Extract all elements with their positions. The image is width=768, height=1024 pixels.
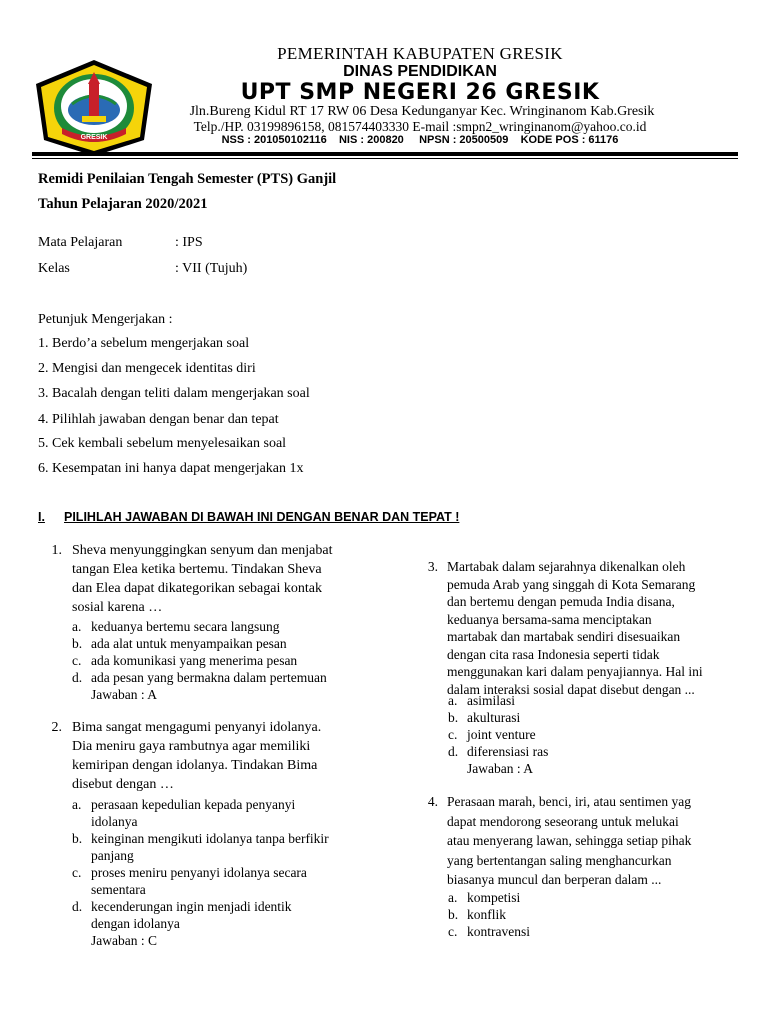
option-d — [448, 743, 548, 760]
class-label: Kelas — [38, 261, 70, 276]
header-divider-thick — [32, 152, 738, 156]
instruction-item: 3. Bacalah dengan teliti dalam mengerjakan soal — [38, 386, 310, 401]
option-b — [448, 906, 530, 923]
instruction-item: 4. Pilihlah jawaban dengan benar dan tepat — [38, 412, 279, 427]
question-text-line: tangan Elea ketika bertemu. Tindakan Sheva — [72, 562, 322, 577]
question-text-line: Dia meniru gaya rambutnya agar memiliki — [72, 739, 311, 754]
section-number: I. — [38, 510, 45, 524]
question-number: 4. — [427, 794, 438, 809]
question-text-line: biasanya muncul dan berperan dalam ... — [447, 872, 662, 887]
question-text-line: dalam interaksi sosial dapat disebut dengan ... — [447, 681, 695, 697]
option-text: kontravensi — [467, 924, 530, 939]
option-text: keinginan mengikuti idolanya tanpa berfikir — [91, 831, 329, 846]
instruction-item: 2. Mengisi dan mengecek identitas diri — [38, 361, 256, 376]
option-text-cont: dengan idolanya — [91, 916, 180, 931]
answer-key: Jawaban : A — [91, 687, 157, 702]
option-text-cont: sementara — [91, 882, 146, 897]
header-contact: Telp./HP. 03199896158, 081574403330 E-mail :smpn2_wringinanom@yahoo.co.id — [193, 119, 647, 134]
option-text: ada komunikasi yang menerima pesan — [91, 653, 298, 668]
option-label: d. — [448, 744, 459, 759]
option-label: c. — [448, 727, 458, 742]
question-text-line: pemuda Arab yang singgah di Kota Semarang — [447, 576, 696, 592]
option-text: asimilasi — [467, 693, 515, 708]
question-text-line: disebut dengan … — [72, 777, 174, 792]
instruction-item: 5. Cek kembali sebelum menyelesaikan soal — [38, 436, 287, 451]
option-text: joint venture — [467, 727, 536, 742]
header-divider-thin — [32, 158, 738, 159]
header-address: Jln.Bureng Kidul RT 17 RW 06 Desa Kedunganyar Kec. Wringinanom Kab.Gresik — [189, 104, 655, 119]
option-b — [72, 830, 329, 847]
option-label: a. — [72, 797, 82, 812]
question-text-line: yang bertentangan saling menghancurkan — [447, 852, 672, 868]
question-text-line: dan bertemu dengan pemuda India disana, — [447, 594, 675, 609]
option-b — [72, 635, 327, 652]
option-c — [72, 652, 327, 669]
option-label: b. — [448, 907, 459, 922]
question-text-line: Bima sangat mengagumi penyanyi idolanya. — [72, 720, 322, 735]
question-text-line: sosial karena … — [72, 600, 163, 615]
option-text: keduanya bertemu secara langsung — [91, 619, 280, 634]
option-text: diferensiasi ras — [467, 744, 549, 759]
answer-key: Jawaban : C — [91, 933, 157, 948]
option-text: konflik — [467, 907, 506, 922]
question-text-line: Martabak dalam sejarahnya dikenalkan oleh — [447, 559, 686, 574]
question-text-line: martabak dan martabak sendiri disesuaikan — [447, 629, 681, 644]
header-government: PEMERINTAH KABUPATEN GRESIK — [277, 44, 563, 63]
option-label: c. — [72, 653, 82, 668]
question-text-line: dengan cita rasa Indonesia seperti tidak — [447, 646, 660, 662]
option-label: a. — [72, 619, 82, 634]
option-text: akulturasi — [467, 710, 521, 725]
option-label: c. — [72, 865, 82, 880]
header-identifiers: NSS : 201050102116 NIS : 200820 NPSN : 20500509 KODE POS : 61176 — [221, 134, 619, 146]
option-b — [448, 709, 548, 726]
option-a — [72, 796, 329, 813]
question-number: 3. — [427, 559, 438, 574]
section-title: PILIHLAH JAWABAN DI BAWAH INI DENGAN BENAR DAN TEPAT ! — [64, 510, 460, 524]
option-c — [448, 726, 548, 743]
option-text: kompetisi — [467, 890, 521, 905]
option-text: ada alat untuk menyampaikan pesan — [91, 636, 287, 651]
option-text: perasaan kepedulian kepada penyanyi — [91, 797, 296, 812]
header-department: DINAS PENDIDIKAN — [343, 63, 497, 80]
option-d — [72, 898, 329, 915]
option-label: b. — [448, 710, 459, 725]
instructions-title: Petunjuk Mengerjakan : — [38, 312, 173, 327]
question-text-line: menggunakan kari dalam penyajiannya. Hal ini — [447, 664, 703, 679]
question-number: 2. — [51, 720, 62, 735]
option-text-cont: panjang — [91, 848, 134, 863]
question-number: 1. — [51, 543, 62, 558]
question-text-line: atau menyerang lawan, sehingga setiap pihak — [447, 833, 692, 848]
option-label: b. — [72, 636, 83, 651]
instruction-item: 1. Berdo’a sebelum mengerjakan soal — [38, 336, 250, 351]
subject-value: : IPS — [175, 235, 203, 250]
header-school-name: UPT SMP NEGERI 26 GRESIK — [240, 80, 600, 105]
doc-year: Tahun Pelajaran 2020/2021 — [38, 196, 208, 212]
question-text-line: Perasaan marah, benci, iri, atau sentimen yag — [447, 794, 692, 809]
logo-text: GRESIK — [80, 134, 108, 141]
option-text: ada pesan yang bermakna dalam pertemuan — [91, 670, 327, 685]
instruction-item: 6. Kesempatan ini hanya dapat mengerjakan 1x — [38, 461, 304, 476]
answer-key: Jawaban : A — [467, 761, 533, 776]
question-text-line: dan Elea dapat dikategorikan sebagai kontak — [72, 581, 322, 596]
option-label: d. — [72, 670, 83, 685]
question-text-line: dapat mendorong seseorang untuk melukai — [447, 813, 679, 829]
option-c — [72, 864, 329, 881]
question-text-line: Sheva menyunggingkan senyum dan menjabat — [72, 543, 333, 558]
option-text-cont: idolanya — [91, 814, 138, 829]
option-a — [72, 618, 327, 635]
option-a — [448, 692, 548, 709]
class-value: : VII (Tujuh) — [175, 261, 248, 276]
option-d — [72, 669, 327, 686]
subject-label: Mata Pelajaran — [38, 235, 123, 250]
option-text: proses meniru penyanyi idolanya secara — [91, 865, 307, 880]
option-label: a. — [448, 890, 458, 905]
option-label: b. — [72, 831, 83, 846]
school-logo — [32, 58, 156, 158]
option-text: kecenderungan ingin menjadi identik — [91, 899, 292, 914]
option-label: c. — [448, 924, 458, 939]
question-text-line: kemiripan dengan idolanya. Tindakan Bima — [72, 758, 318, 773]
doc-title: Remidi Penilaian Tengah Semester (PTS) Ganjil — [38, 171, 337, 187]
option-label: d. — [72, 899, 83, 914]
option-label: a. — [448, 693, 458, 708]
option-c — [448, 923, 530, 940]
question-text-line: keduanya bersama-sama menciptakan — [447, 611, 652, 627]
option-a — [448, 889, 530, 906]
